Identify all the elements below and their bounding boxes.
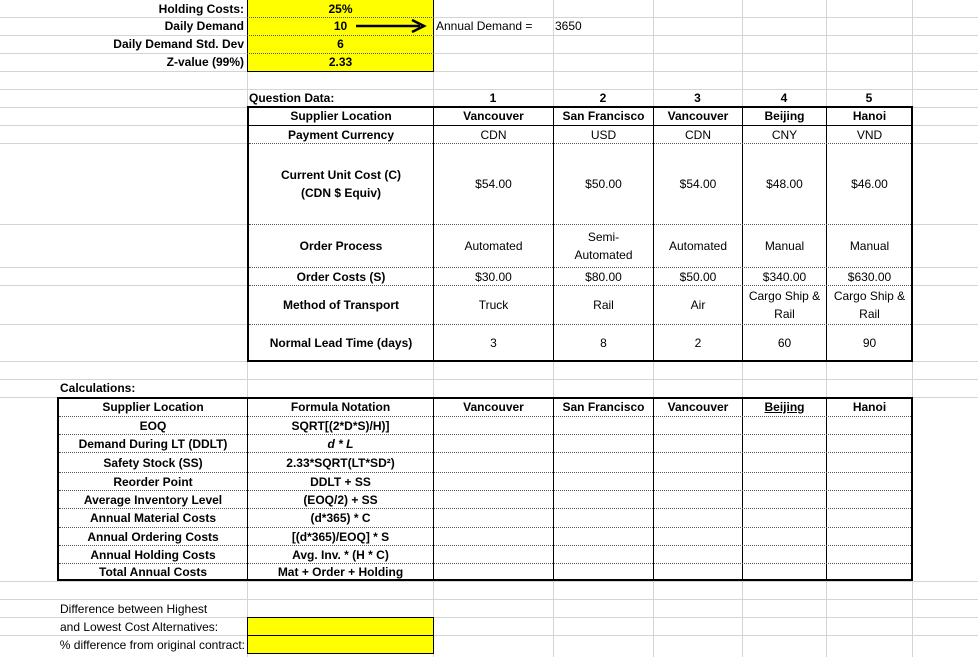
currency-cell[interactable]: CDN	[480, 127, 507, 142]
daily-demand-std-label: Daily Demand Std. Dev	[113, 37, 244, 51]
supplier-number: 5	[865, 91, 873, 105]
transport-cell[interactable]: Rail	[593, 298, 614, 312]
calc-row-label: Safety Stock (SS)	[103, 455, 203, 470]
order-cost-cell[interactable]: $630.00	[847, 269, 892, 284]
order-process-cell[interactable]: Manual	[849, 239, 890, 253]
calc-row-formula: (EOQ/2) + SS	[303, 492, 378, 507]
difference-input[interactable]	[247, 617, 434, 636]
calc-row-label: Annual Holding Costs	[90, 547, 216, 562]
calc-row-label: Annual Ordering Costs	[87, 529, 219, 544]
unit-cost-cell[interactable]: $54.00	[679, 177, 717, 191]
order-cost-cell[interactable]: $340.00	[762, 269, 807, 284]
currency-cell[interactable]: USD	[590, 127, 617, 142]
supplier-location-cell[interactable]: Vancouver	[667, 109, 729, 123]
calc-header-formula: Formula Notation	[290, 400, 391, 414]
calculations-title: Calculations:	[60, 381, 136, 395]
annual-demand-label: Annual Demand =	[436, 19, 533, 33]
unit-cost-cell[interactable]: $46.00	[851, 177, 888, 191]
calc-row-label: Reorder Point	[113, 474, 193, 489]
calc-row-formula: SQRT[(2*D*S)/H)]	[291, 418, 390, 433]
pct-difference-input[interactable]	[247, 635, 434, 654]
supplier-location-label: Supplier Location	[290, 109, 392, 123]
lead-time-cell[interactable]: 8	[600, 336, 607, 350]
calc-row-label: Total Annual Costs	[99, 565, 207, 579]
annual-demand-value[interactable]: 3650	[555, 19, 582, 33]
unit-cost-label: Current Unit Cost (C)	[281, 168, 401, 182]
calc-row-formula: 2.33*SQRT(LT*SD²)	[286, 455, 395, 470]
currency-cell[interactable]: VND	[856, 127, 883, 142]
pct-difference-label: % difference from original contract:	[59, 638, 245, 652]
arrow-right-icon	[356, 19, 432, 33]
calc-location-header: Vancouver	[463, 400, 524, 414]
supplier-number: 1	[489, 91, 497, 105]
supplier-location-cell[interactable]: Hanoi	[852, 109, 887, 123]
transport-cell[interactable]: Cargo Ship & Rail	[748, 289, 821, 321]
z-value-input[interactable]: 2.33	[328, 55, 353, 69]
order-costs-label: Order Costs (S)	[296, 269, 386, 284]
lead-time-cell[interactable]: 2	[694, 336, 702, 350]
transport-cell[interactable]: Air	[690, 298, 706, 312]
order-process-label: Order Process	[299, 239, 383, 253]
calc-row-formula: (d*365) * C	[310, 511, 371, 525]
transport-cell[interactable]: Cargo Ship & Rail	[833, 289, 906, 321]
order-process-cell[interactable]: Automated	[464, 239, 523, 253]
calc-row-formula: DDLT + SS	[310, 474, 371, 489]
order-cost-cell[interactable]: $80.00	[585, 269, 622, 284]
order-cost-cell[interactable]: $50.00	[679, 269, 717, 284]
calc-location-header: Vancouver	[667, 400, 729, 414]
transport-label: Method of Transport	[283, 298, 399, 312]
lead-time-cell[interactable]: 60	[777, 336, 792, 350]
question-data-title: Question Data:	[249, 91, 335, 105]
calc-row-formula: Mat + Order + Holding	[277, 565, 404, 579]
daily-demand-label: Daily Demand	[164, 19, 244, 33]
difference-label-2: and Lowest Cost Alternatives:	[60, 620, 219, 634]
calc-location-header: Hanoi	[852, 400, 887, 414]
holding-costs-input[interactable]: 25%	[328, 1, 353, 16]
calc-row-formula: d * L	[327, 436, 354, 451]
unit-cost-cell[interactable]: $50.00	[585, 177, 622, 191]
calc-row-label: EOQ	[139, 418, 167, 433]
supplier-location-cell[interactable]: Beijing	[764, 109, 805, 123]
supplier-location-cell[interactable]: Vancouver	[463, 109, 524, 123]
calc-row-label: Average Inventory Level	[83, 492, 223, 507]
calc-header-label: Supplier Location	[102, 400, 204, 414]
supplier-number: 2	[599, 91, 607, 105]
lead-time-cell[interactable]: 90	[862, 336, 877, 350]
unit-cost-cell[interactable]: $54.00	[475, 177, 512, 191]
holding-costs-label: Holding Costs:	[158, 1, 244, 16]
supplier-number: 3	[694, 91, 701, 105]
daily-demand-std-input[interactable]: 6	[337, 37, 344, 51]
calc-row-label: Annual Material Costs	[89, 511, 217, 525]
payment-currency-label: Payment Currency	[287, 127, 395, 142]
calc-location-header: San Francisco	[562, 400, 645, 414]
z-value-label: Z-value (99%)	[166, 55, 244, 69]
transport-cell[interactable]: Truck	[478, 298, 509, 312]
unit-cost-cell[interactable]: $48.00	[766, 177, 803, 191]
supplier-number: 4	[780, 91, 788, 105]
order-process-cell[interactable]: Automated	[668, 239, 728, 253]
order-cost-cell[interactable]: $30.00	[475, 269, 512, 284]
currency-cell[interactable]: CDN	[685, 127, 711, 142]
calc-location-header: Beijing	[764, 400, 805, 414]
calc-row-label: Demand During LT (DDLT)	[78, 436, 228, 451]
currency-cell[interactable]: CNY	[771, 127, 798, 142]
lead-time-label: Normal Lead Time (days)	[269, 336, 413, 350]
order-process-cell[interactable]: Semi- Automated	[574, 230, 633, 262]
daily-demand-input[interactable]: 10	[333, 19, 348, 33]
supplier-location-cell[interactable]: San Francisco	[562, 109, 645, 123]
difference-label-1: Difference between Highest	[60, 602, 208, 616]
calc-row-formula: [(d*365)/EOQ] * S	[291, 529, 390, 544]
lead-time-cell[interactable]: 3	[490, 336, 497, 350]
calc-row-formula: Avg. Inv. * (H * C)	[292, 547, 389, 562]
unit-cost-label-2: (CDN $ Equiv)	[300, 186, 381, 200]
order-process-cell[interactable]: Manual	[764, 239, 805, 253]
